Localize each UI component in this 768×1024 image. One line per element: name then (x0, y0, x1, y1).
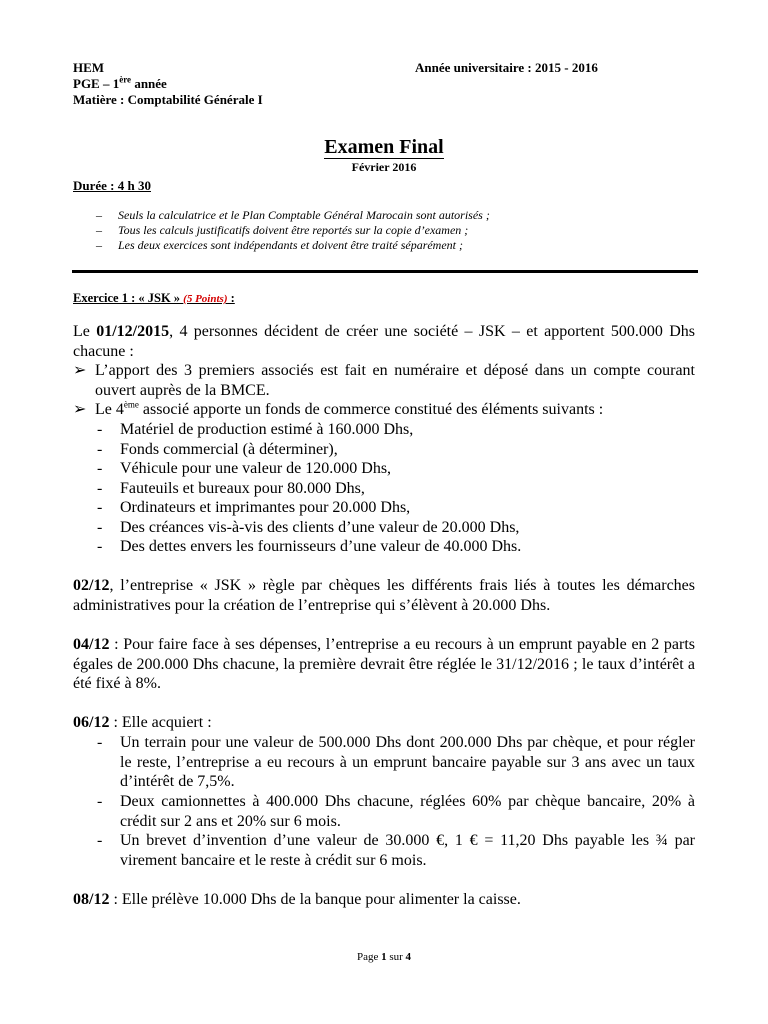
asset-text: Véhicule pour une valeur de 120.000 Dhs, (120, 460, 392, 477)
operation-text: , l’entreprise « JSK » règle par chèques les différents frais liés à toutes les démarches administratives pour la création de l’entreprise qui s’élèvent à 20.000 Dhs. (73, 577, 695, 614)
of-word: sur (386, 951, 406, 963)
school-name: HEM (73, 60, 105, 75)
operation-0412 (73, 635, 695, 694)
page-total: 4 (405, 951, 412, 963)
page-number: 1 (381, 951, 387, 963)
exam-rules (96, 208, 490, 253)
arrow-bullet-icon: ➢ (73, 401, 87, 418)
intro-paragraph (73, 322, 695, 361)
dash-marker: - (97, 832, 103, 849)
operation-0612 (73, 713, 695, 733)
acquisition-text: Deux camionnettes à 400.000 Dhs chacune, réglées 60% par chèque bancaire, 20% à crédit sur 2 ans et 20% sur 6 mois. (120, 793, 695, 830)
dash-marker: - (97, 538, 103, 555)
operation-text: : Elle acquiert : (109, 714, 212, 731)
asset-item (97, 518, 695, 538)
program-line (73, 76, 167, 92)
operation-date: 06/12 (73, 714, 110, 731)
acquisition-text: Un brevet d’invention d’une valeur de 30.000 €, 1 € = 11,20 Dhs payable les ¾ par virement bancaire et le reste à crédit sur 6 mois. (120, 832, 695, 869)
intro-text: , 4 personnes décident de créer une société – JSK – et apportent 500.000 Dhs chacune : (73, 323, 696, 360)
rule-item: – Tous les calculs justificatifs doivent être reportés sur la copie d’examen ; (96, 223, 490, 238)
dash-marker: - (97, 421, 103, 438)
subject-line: Matière : Comptabilité Générale I (73, 92, 263, 107)
operation-0212 (73, 576, 695, 615)
section-divider (72, 270, 698, 273)
operation-text: : Pour faire face à ses dépenses, l’entreprise a eu recours à un emprunt payable en 2 parts égales de 200.000 Dhs chacune, la première devrait être réglée le 31/12/2016 ; le taux d’intérêt a été fixé à 8%. (73, 636, 695, 692)
program-text: PGE – 1 (73, 76, 120, 91)
exercise-points: (5 Points) (183, 293, 228, 305)
dash-marker: - (97, 440, 103, 458)
acquisition-text: Un terrain pour une valeur de 500.000 Dhs dont 200.000 Dhs par chèque, et pour régler le reste, l’entreprise a eu recours à un emprunt bancaire payable sur 3 ans avec un taux d’intérêt de 7,5%. (120, 734, 695, 790)
exam-date: Février 2016 (351, 160, 417, 174)
exam-title-text: Examen Final (324, 136, 444, 158)
dash-marker: - (97, 479, 103, 497)
asset-text: Fonds commercial (à déterminer), (120, 440, 338, 458)
operation-0812 (73, 890, 695, 910)
rule-item: – Les deux exercices sont indépendants et doivent être traité séparément ; (96, 238, 490, 253)
asset-text: Matériel de production estimé à 160.000 Dhs, (120, 421, 414, 438)
asset-item (97, 537, 695, 557)
acquisition-item (97, 733, 695, 792)
asset-text: Des créances vis-à-vis des clients d’une valeur de 20.000 Dhs, (120, 518, 520, 536)
asset-text: Ordinateurs et imprimantes pour 20.000 Dhs, (120, 499, 411, 516)
asset-item (97, 459, 695, 479)
bullet-sup: ème (123, 399, 139, 410)
bullet-text-a: Le 4 (95, 401, 124, 418)
bullet-text-b: associé apporte un fonds de commerce constitué des éléments suivants : (138, 401, 604, 418)
academic-year: Année universitaire : 2015 - 2016 (415, 60, 598, 75)
operation-date: 08/12 (73, 891, 110, 908)
bullet-item (73, 361, 695, 400)
intro-date: 01/12/2015 (96, 323, 170, 340)
dash-marker: - (97, 793, 103, 810)
arrow-bullet-icon: ➢ (73, 362, 87, 379)
exercise-title-tail: : (227, 291, 235, 305)
page-word: Page (356, 951, 382, 963)
bullet-text (73, 400, 695, 420)
operation-date: 02/12 (73, 577, 110, 594)
asset-text: Fauteuils et bureaux pour 80.000 Dhs, (120, 479, 365, 497)
exercise-title (73, 291, 235, 306)
acquisition-item (97, 792, 695, 831)
dash-marker: - (97, 460, 103, 477)
rule-item: – Seuls la calculatrice et le Plan Comptable Général Marocain sont autorisés ; (96, 208, 490, 223)
asset-item (97, 498, 695, 518)
bullet-text: L’apport des 3 premiers associés est fait en numéraire et déposé dans un compte courant ouvert auprès de la BMCE. (95, 362, 695, 399)
operation-date: 04/12 (73, 636, 110, 653)
asset-item (97, 440, 695, 460)
operation-text: : Elle prélève 10.000 Dhs de la banque pour alimenter la caisse. (109, 891, 521, 908)
asset-item (97, 479, 695, 499)
exam-title (0, 136, 768, 159)
intro-prefix: Le (73, 323, 97, 340)
page-footer (0, 951, 768, 963)
bullet-item (73, 400, 695, 420)
exam-duration: Durée : 4 h 30 (73, 178, 151, 193)
dash-marker: - (97, 499, 103, 516)
exercise-title-text: Exercice 1 : « JSK » (73, 291, 184, 305)
asset-item (97, 420, 695, 440)
program-tail: année (131, 76, 167, 91)
asset-text: Des dettes envers les fournisseurs d’une valeur de 40.000 Dhs. (120, 538, 522, 555)
program-sup: ère (119, 74, 132, 85)
dash-marker: - (97, 518, 103, 536)
dash-marker: - (97, 734, 103, 751)
acquisition-item (97, 831, 695, 870)
